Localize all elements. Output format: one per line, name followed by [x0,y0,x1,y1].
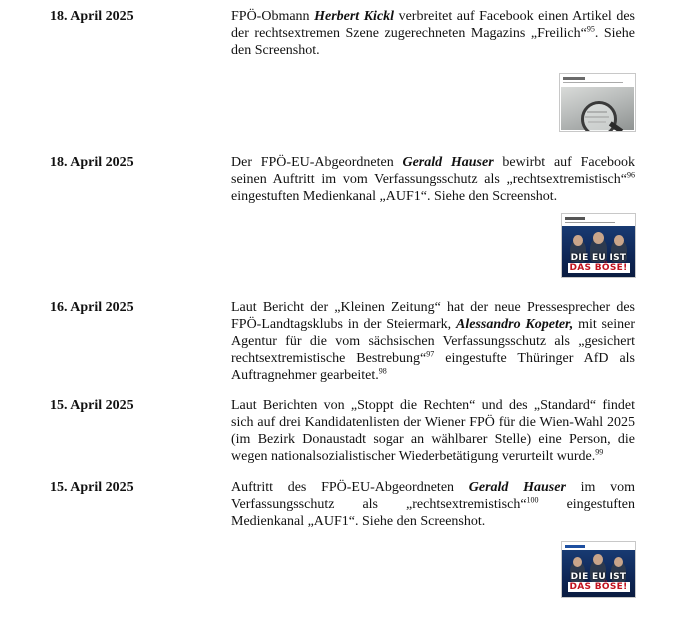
video-banner [566,572,631,592]
person-name: Gerald Hauser [402,155,494,170]
post-text-line [563,82,623,83]
facebook-screenshot-auf1 [561,541,636,598]
post-text-line [565,222,615,223]
entry-text-part: Laut Berichten von „Stoppt die Rechten“ und des „Standard“ findet sich auf drei Kandidatenlisten der Wiener FPÖ für die Wien-Wahl 2025 (im Bezirk Donaustadt sogar an wählbarer Stelle) eine Person, die wegen nationalsozialistischer Wiederbetätigung verurteilt wurde. [231,398,635,464]
entry-date: 18. April 2025 [50,9,134,24]
person-name: Gerald Hauser [468,480,566,495]
entry-text [231,479,635,530]
entry-text [231,397,635,465]
footnote-ref[interactable]: 95 [586,24,595,34]
entry-date: 15. April 2025 [50,480,134,495]
footnote-ref[interactable]: 100 [526,495,539,505]
post-header [565,545,585,548]
video-thumbnail [562,226,635,277]
entry-text-part: bewirbt auf Facebook seinen Auftritt im vom Verfassungsschutz als „rechtsextremistisch“ [231,155,635,187]
entry-text-part: eingestuften Medienkanal „AUF1“. Siehe den Screenshot. [231,497,635,529]
person-face [593,232,604,244]
banner-line: DAS BÖSE! [569,582,628,592]
entry-text [231,299,635,384]
entry-text-part: Auftritt des FPÖ-EU-Abgeordneten [231,480,469,495]
facebook-screenshot-freilich [559,73,636,132]
entry-text-part: . Siehe den Screenshot. [231,26,635,58]
person-name: Alessandro Kopeter, [456,317,574,332]
video-banner [566,253,631,273]
post-header [563,77,585,80]
person-face [573,235,583,246]
entry-text [231,154,635,205]
footnote-ref[interactable]: 99 [595,447,604,457]
person-face [614,235,624,246]
person-face [593,554,603,565]
entry-text-part: Laut Bericht der „Kleinen Zeitung“ hat der neue Pressesprecher des FPÖ-Landtagsklubs in der Steiermark, [231,300,635,332]
banner-line: DIE EU IST [570,572,627,582]
person-face [573,557,582,567]
entry-text-part: mit seiner Agentur für die vom sächsischen Verfassungsschutz als „gesichert rechtsextremistische Bestrebung“ [231,317,635,366]
entry-date: 18. April 2025 [50,155,134,170]
person-face [614,557,623,567]
footnote-ref[interactable]: 98 [378,366,387,376]
entry-text-part: eingestuften Medienkanal „AUF1“. Siehe den Screenshot. [231,189,558,204]
facebook-screenshot-auf1 [561,213,636,278]
entry-text-part: FPÖ-Obmann [231,9,315,24]
footnote-ref[interactable]: 97 [426,349,435,359]
entry-date: 15. April 2025 [50,398,134,413]
person-name: Herbert Kickl [314,9,395,24]
entry-text [231,8,635,59]
entry-text-part: verbreitet auf Facebook einen Artikel des der rechtsextremen Szene zugerechneten Magazins „Freilich“ [231,9,636,41]
footnote-ref[interactable]: 96 [627,170,635,180]
video-thumbnail [562,550,635,597]
entry-text-part: eingestufte Thüringer AfD als Auftragnehmer gearbeitet. [231,351,636,383]
entry-text-part: Der FPÖ-EU-Abgeordneten [231,155,403,170]
post-header [565,217,585,220]
article-photo [561,87,634,130]
banner-line: DAS BÖSE! [569,263,628,273]
entry-text-part: im vom Verfassungsschutz als „rechtsextremistisch“ [231,480,635,512]
entry-date: 16. April 2025 [50,300,134,315]
banner-line: DIE EU IST [570,253,627,263]
